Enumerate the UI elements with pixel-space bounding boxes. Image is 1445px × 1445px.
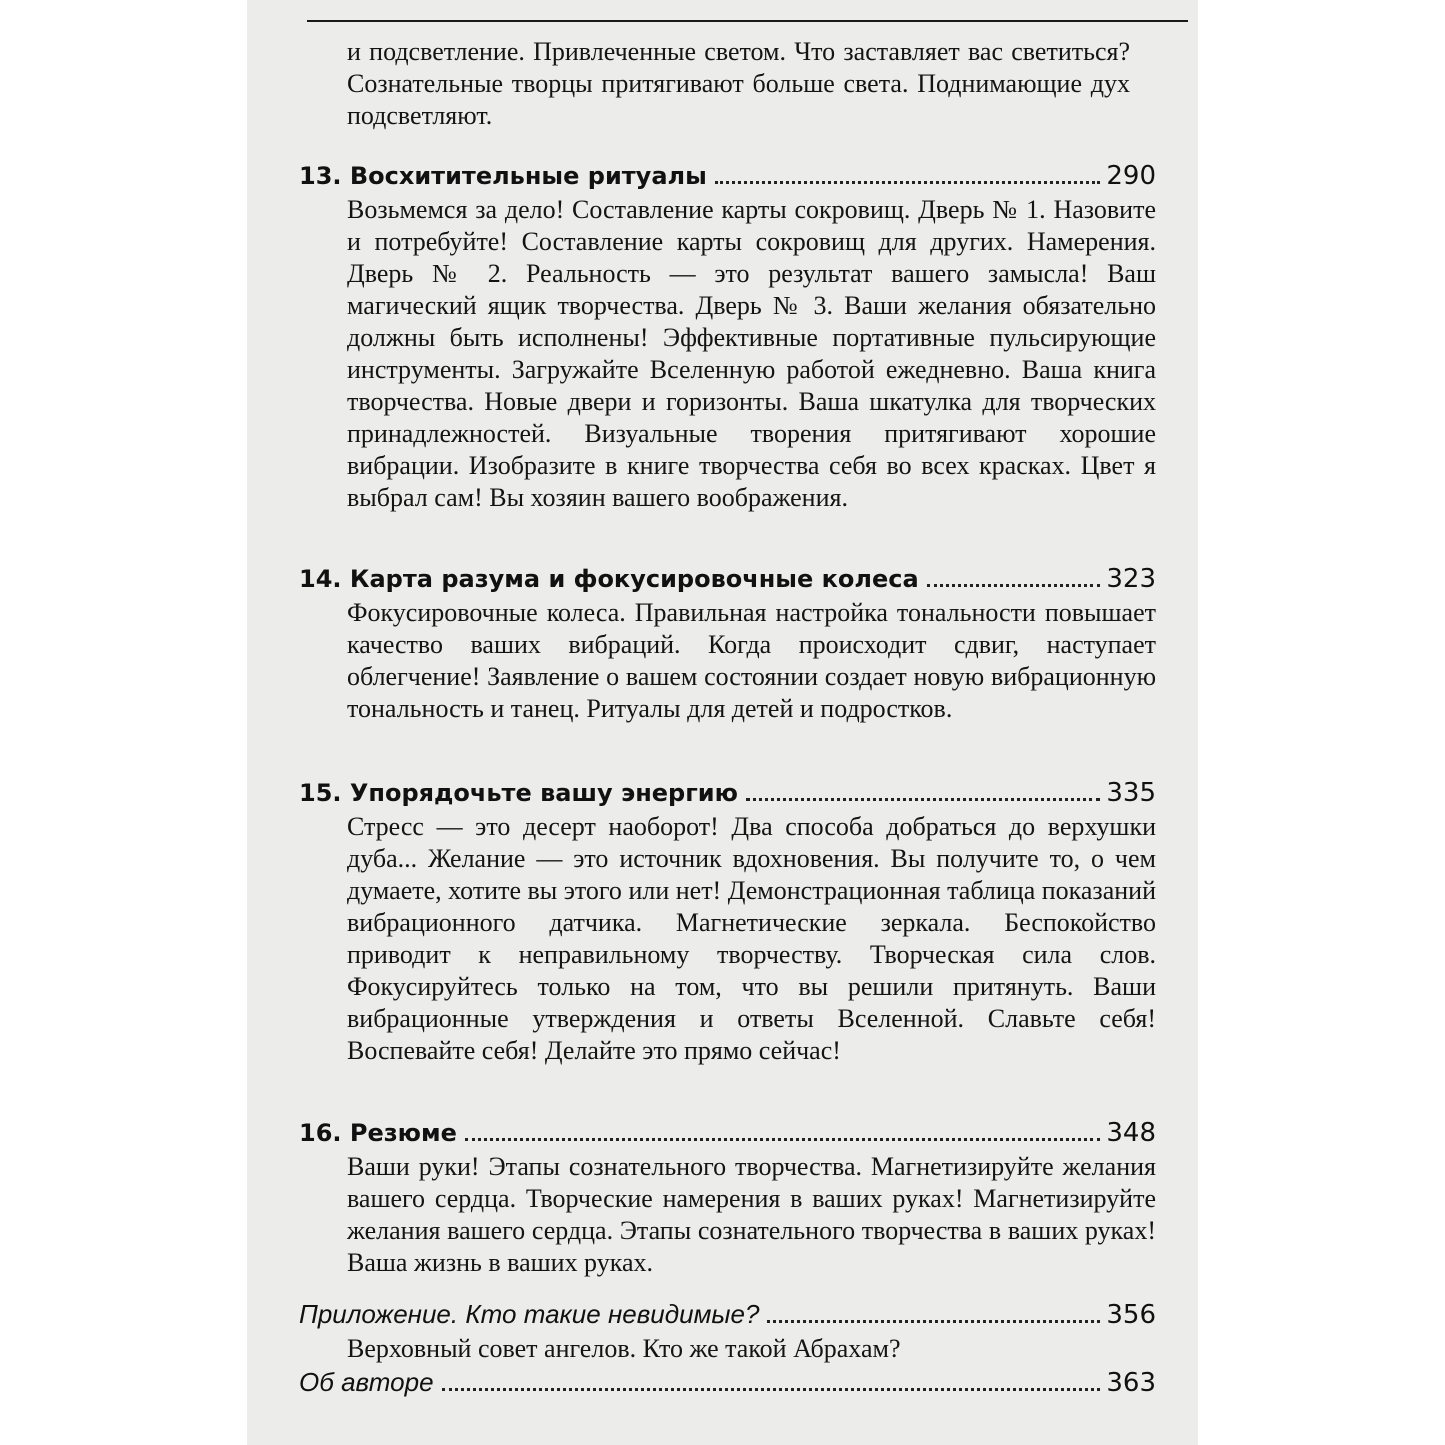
dot-leader (442, 1388, 1101, 1391)
toc-entry-heading (299, 777, 1156, 809)
dot-leader (465, 1138, 1100, 1141)
toc-entry-page: 356 (1106, 1300, 1156, 1330)
toc-entry-heading (299, 1366, 1156, 1399)
toc-entry-title: 14. Карта разума и фокусировочные колеса (299, 565, 919, 593)
toc-entry-14 (299, 563, 1156, 725)
continuation-text: и подсветление. Привлеченные светом. Что заставляет вас светиться? Сознательные творцы притягивают больше света. Поднимающие дух подсветляют. (347, 37, 1130, 130)
toc-entry-title: 13. Восхитительные ритуалы (299, 162, 707, 190)
dot-leader (927, 584, 1101, 587)
toc-entry-description: Верховный совет ангелов. Кто же такой Абрахам? (347, 1334, 901, 1363)
toc-entry-description: Стресс — это десерт наоборот! Два способа добраться до верхушки дуба... Желание — это источник вдохновения. Вы получите то, о чем думаете, хотите вы этого или нет! Демонстрационная таблица показаний вибрационного датчика. Магнетические зеркала. Беспокойство приводит к неправильному творчеству. Творческая сила слов. Фокусируйтесь только на том, что вы решили притянуть. Ваши вибрационные утверждения и ответы Вселенной. Славьте себя! Воспевайте себя! Делайте это прямо сейчас! (347, 812, 1156, 1065)
toc-entry-heading (299, 160, 1156, 192)
toc-entry-heading (299, 1117, 1156, 1149)
toc-entry-title: 16. Резюме (299, 1119, 457, 1147)
toc-entry-title: Об авторе (299, 1367, 434, 1397)
toc-entry-13 (299, 160, 1156, 514)
toc-entry-title: Приложение. Кто такие невидимые? (299, 1299, 760, 1329)
dot-leader (715, 181, 1101, 184)
toc-entry-title: 15. Упорядочьте вашу энергию (299, 779, 738, 807)
toc-entry-page: 335 (1106, 778, 1156, 808)
dot-leader (746, 798, 1100, 801)
toc-entry-page: 363 (1106, 1368, 1156, 1398)
toc-entry-heading (299, 1298, 1156, 1331)
book-page (247, 0, 1198, 1445)
toc-entry-heading (299, 563, 1156, 595)
toc-entry-16 (299, 1117, 1156, 1279)
toc-entry-about-author (299, 1366, 1156, 1399)
dot-leader (767, 1320, 1100, 1323)
toc-entry-appendix (299, 1298, 1156, 1365)
toc-entry-description: Фокусировочные колеса. Правильная настройка тональности повышает качество ваших вибраций. Когда происходит сдвиг, наступает облегчение! Заявление о вашем состоянии создает новую вибрационную тональность и танец. Ритуалы для детей и подростков. (347, 598, 1156, 723)
toc-entry-page: 348 (1106, 1118, 1156, 1148)
toc-entry-page: 290 (1106, 161, 1156, 191)
header-rule (307, 20, 1188, 22)
toc-entry-description: Возьмемся за дело! Составление карты сокровищ. Дверь № 1. Назовите и потребуйте! Составление карты сокровищ для других. Намерения. Дверь № 2. Реальность — это результат вашего замысла! Ваш магический ящик творчества. Дверь № 3. Ваши желания обязательно должны быть исполнены! Эффективные портативные пульсирующие инструменты. Загружайте Вселенную работой ежедневно. Ваша книга творчества. Новые двери и горизонты. Ваша шкатулка для творческих принадлежностей. Визуальные творения притягивают хорошие вибрации. Изобразите в книге творчества себя во всех красках. Цвет я выбрал сам! Вы хозяин вашего воображения. (347, 195, 1156, 512)
toc-entry-page: 323 (1106, 564, 1156, 594)
toc-entry-15 (299, 777, 1156, 1067)
toc-entry-description: Ваши руки! Этапы сознательного творчества. Магнетизируйте желания вашего сердца. Творческие намерения в ваших руках! Магнетизируйте желания вашего сердца. Этапы сознательного творчества в ваших руках! Ваша жизнь в ваших руках. (347, 1152, 1156, 1277)
